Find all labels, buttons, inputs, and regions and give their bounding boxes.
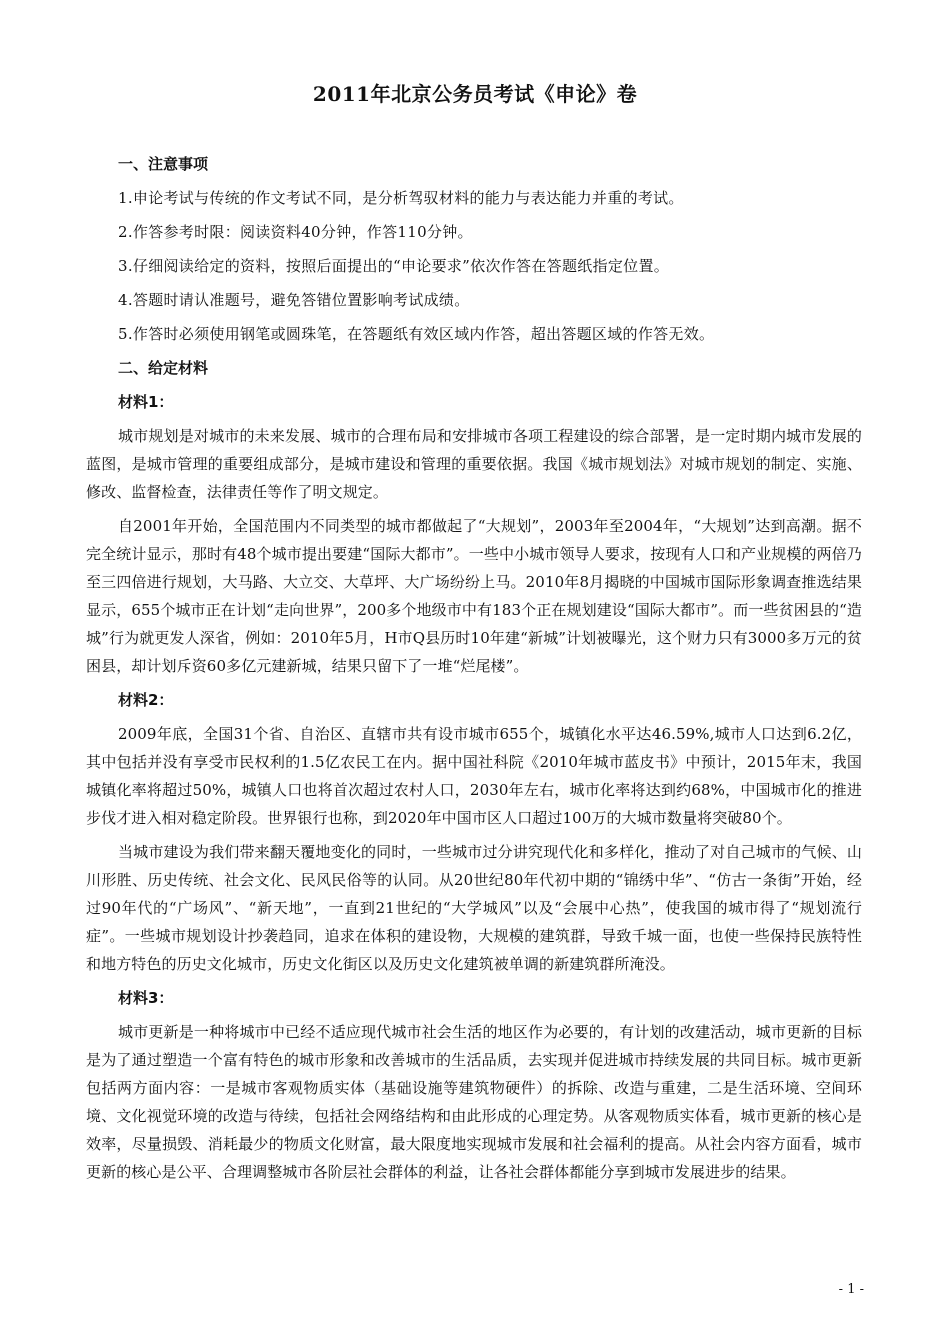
material-1-paragraph-2: 自2001年开始，全国范围内不同类型的城市都做起了“大规划”，2003年至2004年，“大规划”达到高潮。据不完全统计显示，那时有48个城市提出要建“国际大都市”。一些中小城市领导人要求，按现有人口和产业规模的两倍乃至三四倍进行规划，大马路、大立交、大草坪、大广场纷纷上马。2010年8月揭晓的中国城市国际形象调查推选结果显示，655个城市正在计划“走向世界”，200多个地级市中有183个正在规划建设“国际大都市”。而一些贫困县的“造城”行为就更发人深省，例如：2010年5月，H市Q县历时10年建“新城”计划被曝光，这个财力只有3000多万元的贫困县，却计划斥资60多亿元建新城，结果只留下了一堆“烂尾楼”。 xyxy=(86,517,862,675)
material-2-label: 材料2： xyxy=(118,691,174,709)
page-number: - 1 - xyxy=(838,1282,864,1297)
note-item: 2.作答参考时限：阅读资料40分钟，作答110分钟。 xyxy=(118,223,473,241)
document-title: 2011年北京公务员考试《申论》卷 xyxy=(312,82,638,106)
note-item: 5.作答时必须使用钢笔或圆珠笔，在答题纸有效区域内作答，超出答题区域的作答无效。 xyxy=(118,325,715,343)
notes-list xyxy=(86,184,862,348)
material-2-paragraph-1: 2009年底，全国31个省、自治区、直辖市共有设市城市655个，城镇化水平达46.59%,城市人口达到6.2亿，其中包括并没有享受市民权利的1.5亿农民工在内。据中国社科院《2010年城市蓝皮书》中预计，2015年末，我国城镇化率将超过50%，城镇人口也将首次超过农村人口，2030年左右，城市化率将达到约68%，中国城市化的推进步伐才进入相对稳定阶段。世界银行也称，到2020年中国市区人口超过100万的大城市数量将突破80个。 xyxy=(86,725,862,827)
note-item: 4.答题时请认准题号，避免答错位置影响考试成绩。 xyxy=(118,291,470,309)
section-heading-notes: 一、注意事项 xyxy=(118,155,209,173)
material-2-paragraph-2: 当城市建设为我们带来翻天覆地变化的同时，一些城市过分讲究现代化和多样化，推动了对自己城市的气候、山川形胜、历史传统、社会文化、民风民俗等的认同。从20世纪80年代初中期的“锦绣中华”、“仿古一条街”开始，经过90年代的“广场风”、“新天地”，一直到21世纪的“大学城风”以及“会展中心热”，使我国的城市得了“规划流行症”。一些城市规划设计抄袭趋同，追求在体积的建设物，大规模的建筑群，导致千城一面，也使一些保持民族特性和地方特色的历史文化城市，历史文化街区以及历史文化建筑被单调的新建筑群所淹没。 xyxy=(86,843,862,973)
material-1-paragraph-1: 城市规划是对城市的未来发展、城市的合理布局和安排城市各项工程建设的综合部署，是一定时期内城市发展的蓝图，是城市管理的重要组成部分，是城市建设和管理的重要依据。我国《城市规划法》对城市规划的制定、实施、修改、监督检查，法律责任等作了明文规定。 xyxy=(86,427,862,501)
section-heading-materials: 二、给定材料 xyxy=(118,359,209,377)
note-item: 3.仔细阅读给定的资料，按照后面提出的“申论要求”依次作答在答题纸指定位置。 xyxy=(118,257,670,275)
note-item: 1.申论考试与传统的作文考试不同，是分析驾驭材料的能力与表达能力并重的考试。 xyxy=(118,189,684,207)
material-3-label: 材料3： xyxy=(118,989,174,1007)
material-3-paragraph-1: 城市更新是一种将城市中已经不适应现代城市社会生活的地区作为必要的，有计划的改建活动，城市更新的目标是为了通过塑造一个富有特色的城市形象和改善城市的生活品质，去实现并促进城市持续发展的共同目标。城市更新包括两方面内容：一是城市客观物质实体（基础设施等建筑物硬件）的拆除、改造与重建，二是生活环境、空间环境、文化视觉环境的改造与待续，包括社会网络结构和由此形成的心理定势。从客观物质实体看，城市更新的核心是效率，尽量损毁、消耗最少的物质文化财富，最大限度地实现城市发展和社会福利的提高。从社会内容方面看，城市更新的核心是公平、合理调整城市各阶层社会群体的利益，让各社会群体都能分享到城市发展进步的结果。 xyxy=(86,1023,862,1181)
material-1-label: 材料1： xyxy=(118,393,174,411)
document-body xyxy=(86,150,862,1192)
